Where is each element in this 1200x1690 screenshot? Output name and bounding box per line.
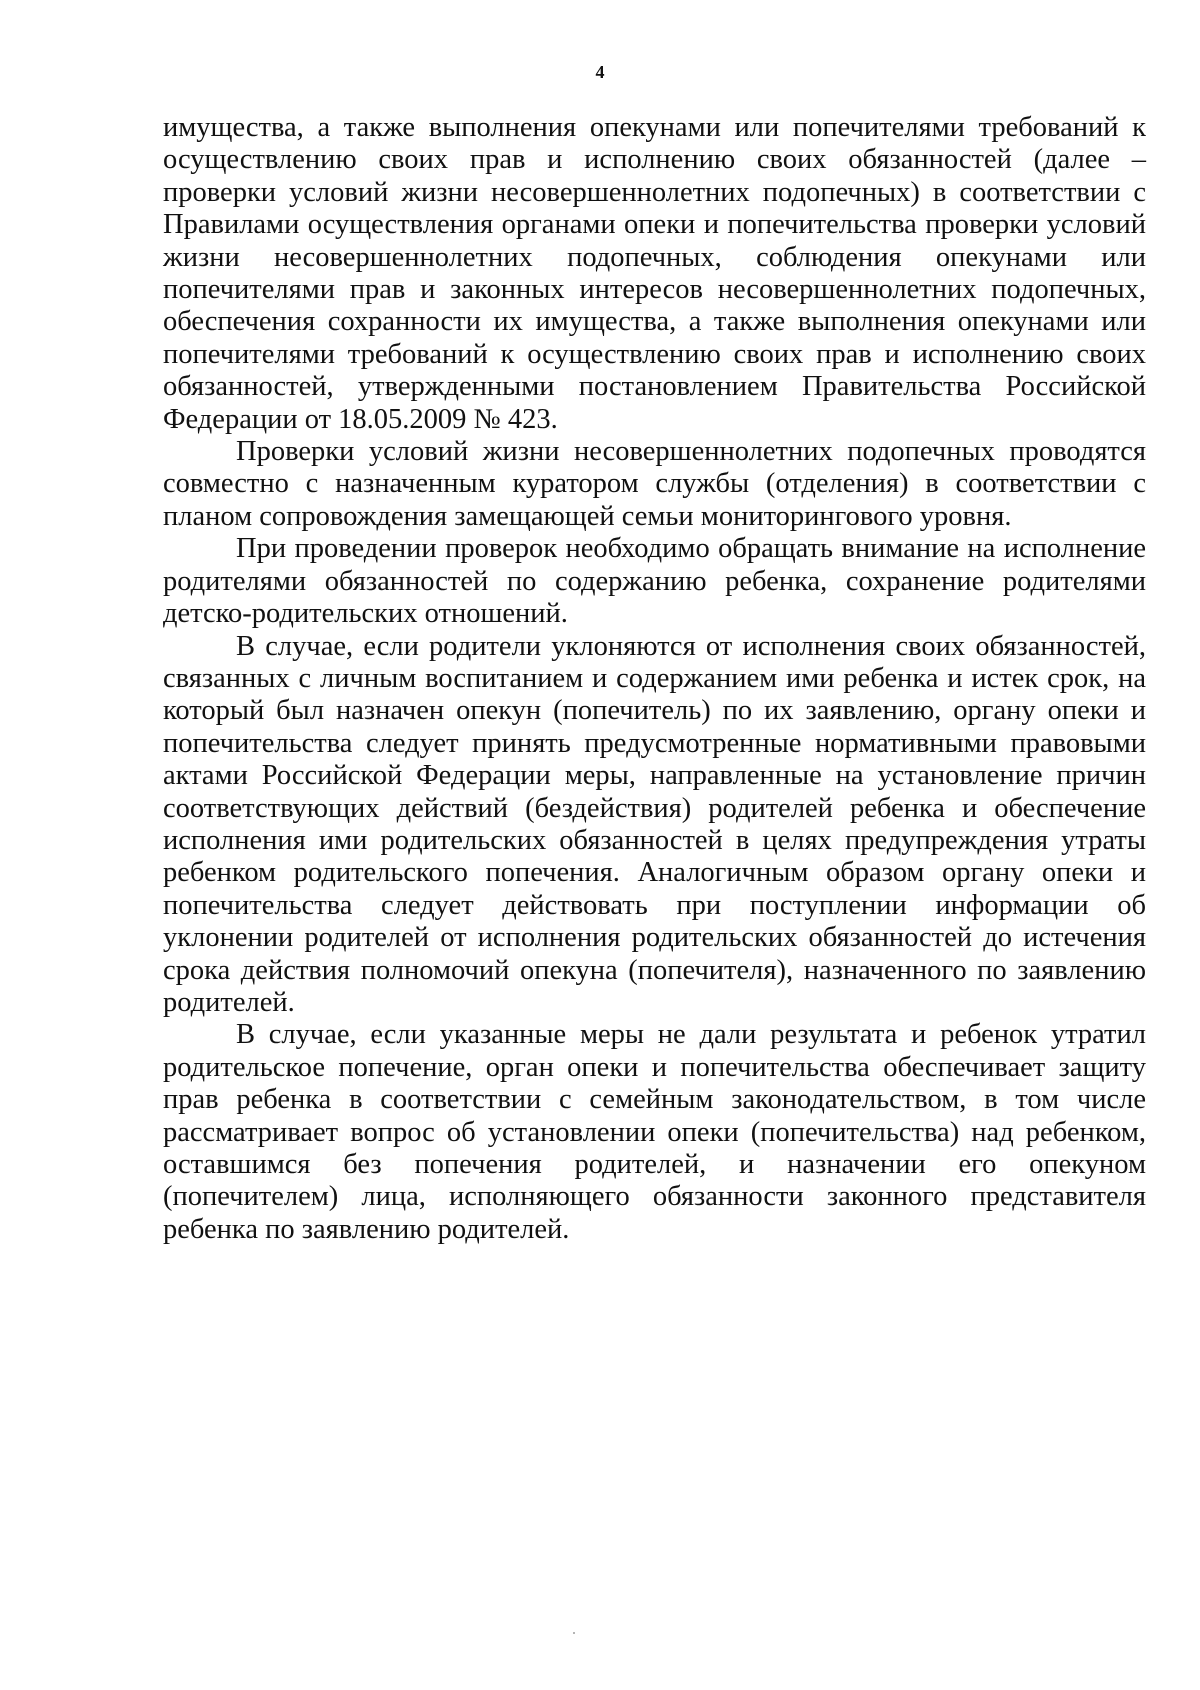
document-body	[163, 112, 1146, 1246]
paragraph-inspection-attention: При проведении проверок необходимо обращать внимание на исполнение родителями обязанностей по содержанию ребенка, сохранение родителями детско-родительских отношений.	[163, 533, 1146, 630]
paragraph-guardianship-protection: В случае, если указанные меры не дали результата и ребенок утратил родительское попечение, орган опеки и попечительства обеспечивает защиту прав ребенка в соответствии с семейным законодательством, в том числе рассматривает вопрос об установлении опеки (попечительства) над ребенком, оставшимся без попечения родителей, и назначении его опекуном (попечителем) лица, исполняющего обязанности законного представителя ребенка по заявлению родителей.	[163, 1019, 1146, 1245]
paragraph-continuation: имущества, а также выполнения опекунами или попечителями требований к осуществлению своих прав и исполнению своих обязанностей (далее – проверки условий жизни несовершеннолетних подопечных) в соответствии с Правилами осуществления органами опеки и попечительства проверки условий жизни несовершеннолетних подопечных, соблюдения опекунами или попечителями прав и законных интересов несовершеннолетних подопечных, обеспечения сохранности их имущества, а также выполнения опекунами или попечителями требований к осуществлению своих прав и исполнению своих обязанностей, утвержденными постановлением Правительства Российской Федерации от 18.05.2009 № 423.	[163, 112, 1146, 435]
paragraph-inspections-joint: Проверки условий жизни несовершеннолетних подопечных проводятся совместно с назначенным куратором службы (отделения) в соответствии с планом сопровождения замещающей семьи мониторингового уровня.	[163, 436, 1146, 532]
scan-artifact	[573, 1632, 575, 1634]
page-number: 4	[595, 62, 605, 82]
paragraph-parents-evasion: В случае, если родители уклоняются от исполнения своих обязанностей, связанных с личным воспитанием и содержанием ими ребенка и истек срок, на который был назначен опекун (попечитель) по их заявлению, органу опеки и попечительства следует принять предусмотренные нормативными правовыми актами Российской Федерации меры, направленные на установление причин соответствующих действий (бездействия) родителей ребенка и обеспечение исполнения ими родительских обязанностей в целях предупреждения утраты ребенком родительского попечения. Аналогичным образом органу опеки и попечительства следует действовать при поступлении информации об уклонении родителей от исполнения родительских обязанностей до истечения срока действия полномочий опекуна (попечителя), назначенного по заявлению родителей.	[163, 630, 1146, 1018]
